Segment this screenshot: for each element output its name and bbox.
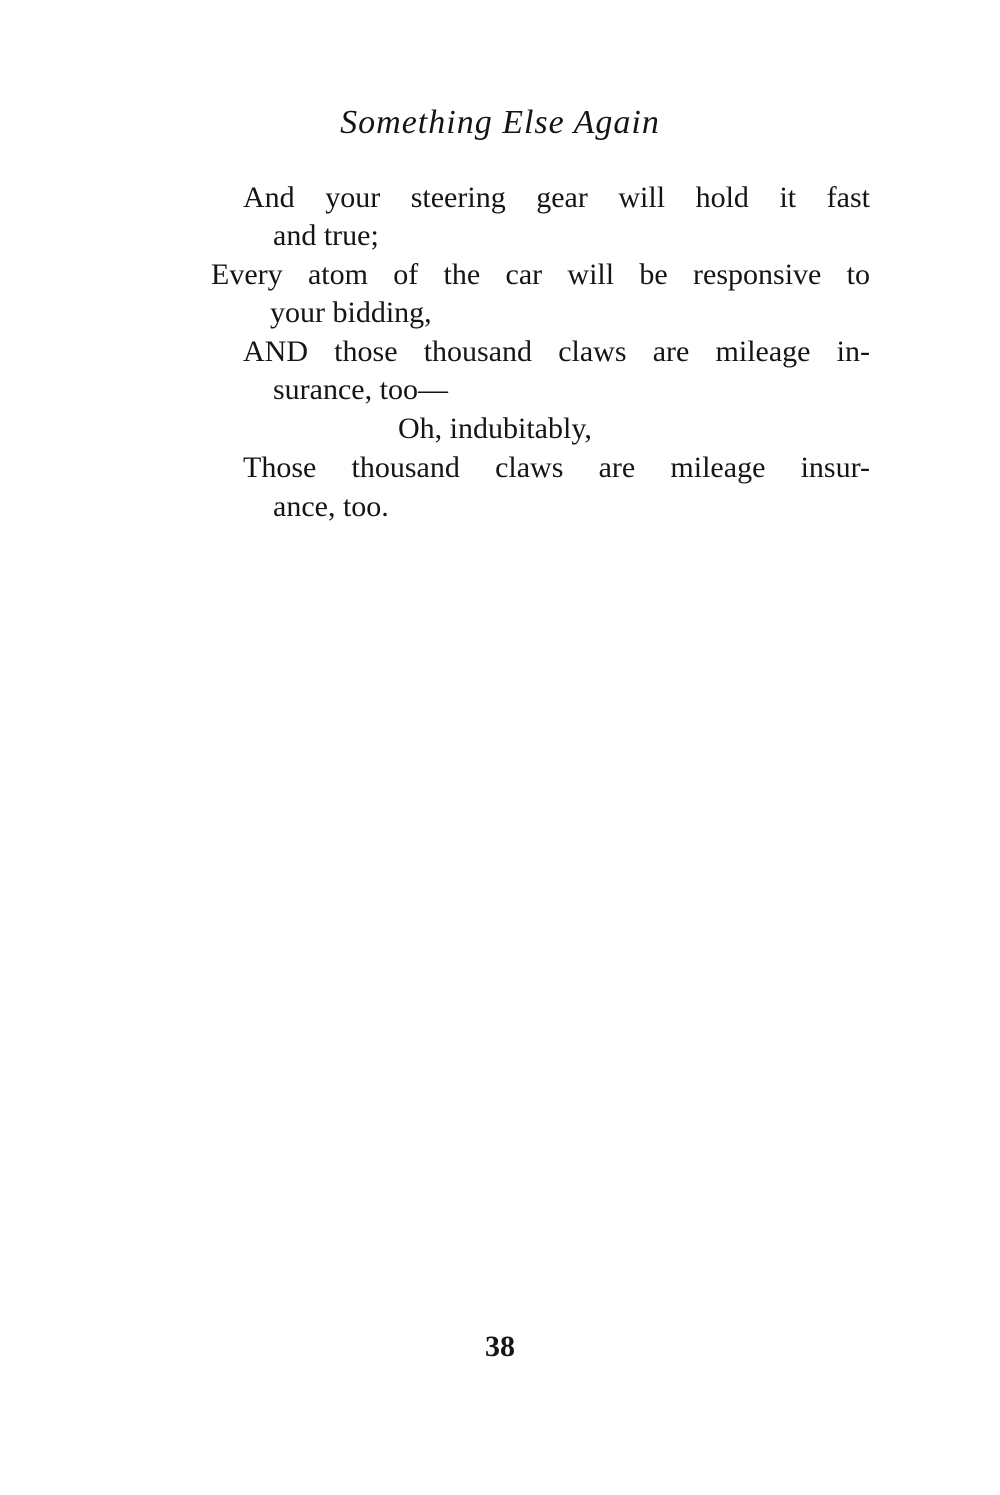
poem-line: Every atom of the car will be responsive to [211,258,870,291]
poem-line: surance, too— [273,373,448,406]
poem-line: AND those thousand claws are mileage in- [243,335,870,368]
poem-line: your bidding, [270,296,432,329]
poem-line: and true; [273,219,379,252]
poem-line: Oh, indubitably, [398,412,592,445]
running-head: Something Else Again [340,104,660,141]
poem-line: ance, too. [273,490,389,523]
page-number: 38 [485,1330,515,1363]
poem-line: Those thousand claws are mileage insur- [243,451,870,484]
poem-line: And your steering gear will hold it fast [243,181,870,214]
